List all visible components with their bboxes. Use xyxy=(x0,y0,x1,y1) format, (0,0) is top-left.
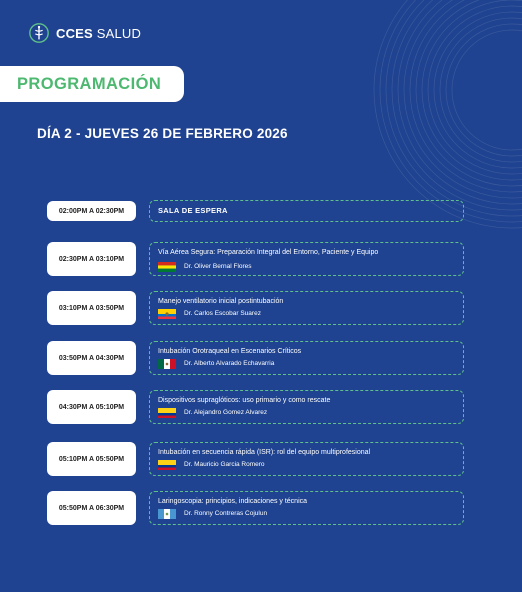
talk-title: Manejo ventilatorio inicial postintubación xyxy=(158,298,284,305)
waiting-room-label: SALA DE ESPERA xyxy=(158,206,228,215)
speaker-name: Dr. Oliver Bernal Flores xyxy=(184,263,252,270)
caduceus-icon xyxy=(28,22,50,44)
speaker-name: Dr. Carlos Escobar Suarez xyxy=(184,310,261,317)
schedule-row xyxy=(47,341,465,375)
talk-title: Intubación en secuencia rápida (ISR): rol del equipo multiprofesional xyxy=(158,449,371,456)
time-slot: 05:50PM A 06:30PM xyxy=(47,491,136,525)
talk-title: Intubación Orotraqueal en Escenarios Críticos xyxy=(158,348,302,355)
session-card xyxy=(149,491,464,525)
schedule-row xyxy=(47,491,465,525)
session-card xyxy=(149,242,464,276)
schedule-row-waiting xyxy=(47,200,465,222)
bolivia-flag-icon xyxy=(158,262,176,272)
time-slot: 02:00PM A 02:30PM xyxy=(47,201,136,221)
ecuador-flag-icon xyxy=(158,309,176,319)
page-title: PROGRAMACIÓN xyxy=(17,74,162,93)
schedule-row xyxy=(47,390,465,424)
waiting-room-card xyxy=(149,200,464,222)
page-title-banner xyxy=(0,66,184,102)
session-card xyxy=(149,341,464,375)
session-card xyxy=(149,390,464,424)
schedule-row xyxy=(47,442,465,476)
schedule-row xyxy=(47,291,465,325)
time-slot: 05:10PM A 05:50PM xyxy=(47,442,136,476)
talk-title: Dispositivos supraglóticos: uso primario y como rescate xyxy=(158,397,331,404)
talk-title: Vía Aérea Segura: Preparación Integral del Entorno, Paciente y Equipo xyxy=(158,249,379,256)
brand-name: CCES SALUD xyxy=(56,25,142,41)
brand-logo xyxy=(28,22,141,44)
day-heading: DÍA 2 - JUEVES 26 DE FEBRERO 2026 xyxy=(37,126,288,141)
session-card xyxy=(149,442,464,476)
speaker-name: Dr. Mauricio Garcia Romero xyxy=(184,461,265,468)
time-slot: 04:30PM A 05:10PM xyxy=(47,390,136,424)
session-card xyxy=(149,291,464,325)
time-slot: 03:50PM A 04:30PM xyxy=(47,341,136,375)
speaker-name: Dr. Alejandro Gomez Alvarez xyxy=(184,409,268,416)
speaker-name: Dr. Ronny Contreras Cojulun xyxy=(184,510,268,517)
time-slot: 03:10PM A 03:50PM xyxy=(47,291,136,325)
speaker-name: Dr. Alberto Alvarado Echavarria xyxy=(184,360,275,367)
colombia-flag-icon xyxy=(158,408,176,418)
schedule-row xyxy=(47,242,465,276)
time-slot: 02:30PM A 03:10PM xyxy=(47,242,136,276)
talk-title: Laringoscopia: principios, indicaciones y técnica xyxy=(158,498,308,505)
guatemala-flag-icon xyxy=(158,509,176,519)
colombia-flag-icon xyxy=(158,460,176,470)
mexico-flag-icon xyxy=(158,359,176,369)
